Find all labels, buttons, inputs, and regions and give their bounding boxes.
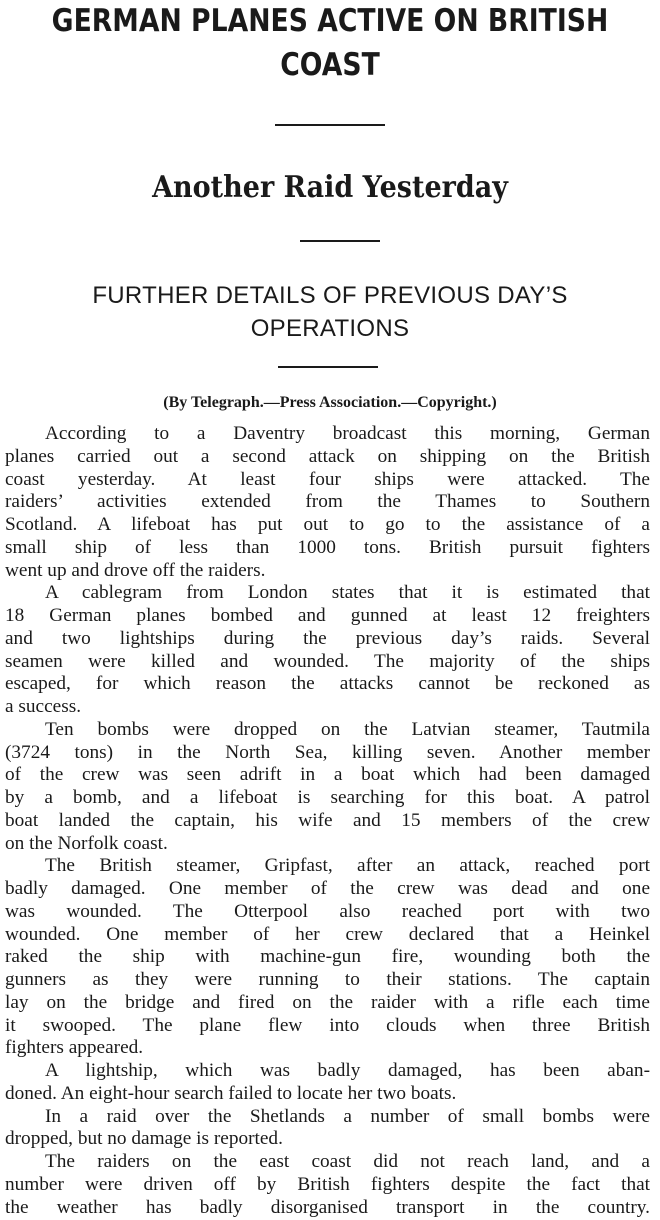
article-line: wounded. One member of her crew declared that a Heinkel: [5, 923, 650, 945]
article-line: 18 German planes bombed and gunned at least 12 freighters: [5, 605, 650, 626]
article-line: fighters appeared.: [5, 1037, 144, 1059]
subheadline: Another Raid Yesterday: [152, 170, 508, 205]
article-line: Ten bombs were dropped on the Latvian steamer, Tautmila: [45, 718, 650, 740]
article-line: went up and drove off the raiders.: [5, 559, 266, 581]
article-line: (3724 tons) in the North Sea, killing seven. Another member: [5, 741, 650, 763]
article-line: gunners as they were running to their stations. The captain: [5, 969, 650, 990]
article-line: According to a Daventry broadcast this morning, German: [45, 423, 650, 444]
article-line: of the crew was seen adrift in a boat which had been damaged: [5, 764, 650, 786]
divider-rule-2: [300, 240, 380, 242]
article-line: lay on the bridge and fired on the raider with a rifle each time: [5, 991, 650, 1013]
article-line: Scotland. A lifeboat has put out to go to the assistance of a: [5, 514, 650, 535]
article-line: a success.: [5, 696, 82, 717]
article-line: badly damaged. One member of the crew was dead and one: [5, 878, 650, 899]
article-line: planes carried out a second attack on shipping on the British: [5, 445, 650, 467]
article-line: number were driven off by British fighters despite the fact that: [5, 1173, 650, 1195]
article-line: on the Norfolk coast.: [5, 832, 168, 854]
article-line: seamen were killed and wounded. The majority of the ships: [5, 650, 650, 672]
article-line: escaped, for which reason the attacks cannot be reckoned as: [5, 673, 650, 695]
article-line: The raiders on the east coast did not reach land, and a: [45, 1151, 650, 1172]
article-line: The British steamer, Gripfast, after an attack, reached port: [45, 855, 650, 877]
divider-rule-1: [275, 124, 385, 126]
article-line: small ship of less than 1000 tons. British pursuit fighters: [5, 536, 650, 558]
article-line: by a bomb, and a lifeboat is searching for this boat. A patrol: [5, 787, 650, 808]
article-line: A cablegram from London states that it is estimated that: [45, 582, 650, 604]
deck-line-1: FURTHER DETAILS OF PREVIOUS DAY’S: [92, 282, 568, 309]
byline: (By Telegraph.—Press Association.—Copyright.): [163, 394, 497, 411]
article-line: A lightship, which was badly damaged, has been aban-: [45, 1060, 650, 1081]
article-line: doned. An eight-hour search failed to locate her two boats.: [5, 1082, 457, 1104]
article-line: boat landed the captain, his wife and 15 members of the crew: [5, 809, 650, 831]
article-line: it swooped. The plane flew into clouds when three British: [5, 1014, 650, 1036]
article-line: coast yesterday. At least four ships were attacked. The: [5, 468, 650, 490]
divider-rule-3: [278, 366, 378, 368]
article-line: In a raid over the Shetlands a number of small bombs were: [45, 1105, 650, 1127]
article-line: the weather has badly disorganised transport in the country.: [5, 1196, 650, 1218]
article-line: raiders’ activities extended from the Thames to Southern: [5, 491, 650, 513]
headline-line-2: COAST: [280, 47, 380, 83]
article-line: and two lightships during the previous day’s raids. Several: [5, 627, 650, 649]
article-line: raked the ship with machine-gun fire, wounding both the: [5, 946, 650, 968]
deck-line-2: OPERATIONS: [250, 315, 410, 342]
headline-line-1: GERMAN PLANES ACTIVE ON BRITISH: [51, 3, 609, 39]
article-line: was wounded. The Otterpool also reached port with two: [5, 900, 650, 922]
article-line: dropped, but no damage is reported.: [5, 1128, 283, 1150]
